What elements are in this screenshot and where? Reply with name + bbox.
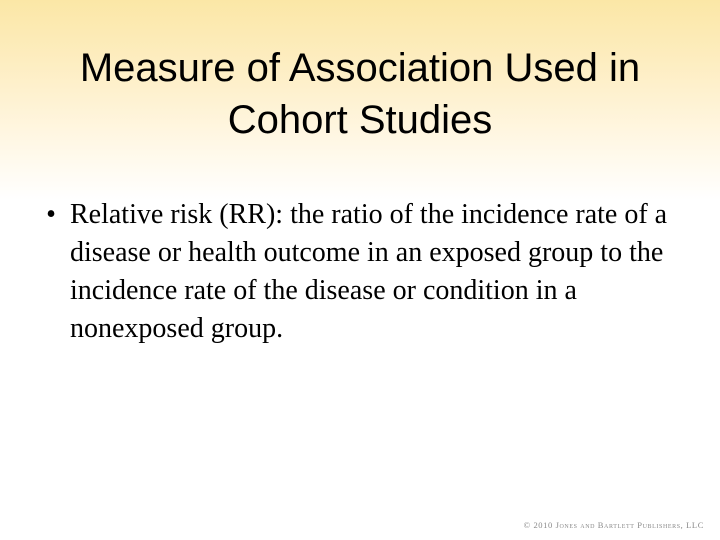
slide-title-line-2: Cohort Studies (227, 98, 493, 142)
bullet-list (40, 196, 680, 348)
copyright-notice: © 2010 Jones and Bartlett Publishers, LLC (523, 520, 704, 530)
slide-title-line-1: Measure of Association Used in (79, 46, 641, 90)
bullet-item (40, 196, 680, 348)
slide-title (0, 42, 720, 146)
bullet-text: Relative risk (RR): the ratio of the incidence rate of a disease or health outcome in an exposed group to the incidence rate of the disease or condition in a nonexposed group. (70, 199, 668, 344)
bullet-icon: • (46, 199, 56, 230)
